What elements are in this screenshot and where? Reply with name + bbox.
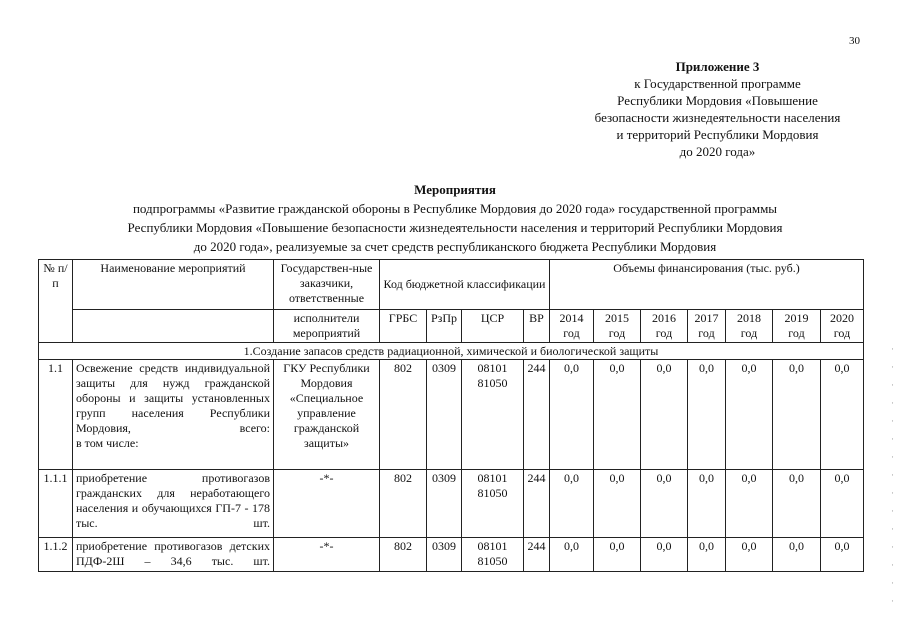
scan-margin-marks: · · · · · · · · · · · · · · · bbox=[891, 344, 894, 606]
row-grbs: 802 bbox=[380, 538, 427, 572]
header-budget-code: Код бюджетной классификации bbox=[380, 260, 550, 310]
header-vr: ВР bbox=[524, 310, 550, 343]
row-name-text: Освежение средств индивидуальной защиты для нужд гражданской обороны и защиты установленных групп населения Республики Мордовия, всего: bbox=[76, 361, 270, 435]
heading-line: подпрограммы «Развитие гражданской обороны в Республике Мордовия до 2020 года» государственной программы bbox=[132, 201, 778, 216]
row-vr: 244 bbox=[524, 360, 550, 470]
row-value-2016: 0,0 bbox=[641, 360, 688, 470]
header-customers: Государствен-ные заказчики, ответственные bbox=[274, 260, 380, 310]
row-value-2017: 0,0 bbox=[688, 470, 726, 538]
row-rzpr: 0309 bbox=[427, 360, 462, 470]
heading-line: до 2020 года», реализуемые за счет средств республиканского бюджета Республики Мордовия bbox=[193, 239, 717, 254]
row-vr: 244 bbox=[524, 538, 550, 572]
row-value-2019: 0,0 bbox=[773, 538, 821, 572]
row-value-2014: 0,0 bbox=[550, 470, 594, 538]
row-value-2015: 0,0 bbox=[594, 538, 641, 572]
row-name-tail: в том числе: bbox=[76, 436, 139, 450]
appendix-line: и территорий Республики Мордовия bbox=[616, 127, 819, 142]
row-value-2014: 0,0 bbox=[550, 360, 594, 470]
row-csr: 08101 81050 bbox=[462, 360, 524, 470]
row-value-2020: 0,0 bbox=[821, 538, 864, 572]
row-value-2020: 0,0 bbox=[821, 470, 864, 538]
row-value-2019: 0,0 bbox=[773, 470, 821, 538]
row-name bbox=[73, 360, 274, 470]
heading-title: Мероприятия bbox=[414, 182, 496, 197]
row-customer: -*- bbox=[274, 538, 380, 572]
row-value-2015: 0,0 bbox=[594, 470, 641, 538]
section-row bbox=[39, 343, 864, 360]
appendix-line: безопасности жизнедеятельности населения bbox=[594, 110, 841, 125]
row-rzpr: 0309 bbox=[427, 470, 462, 538]
header-customers-cont: исполнители мероприятий bbox=[274, 310, 380, 343]
page-number: 30 bbox=[849, 35, 860, 47]
appendix-line: к Государственной программе bbox=[634, 76, 801, 91]
row-value-2016: 0,0 bbox=[641, 538, 688, 572]
row-value-2016: 0,0 bbox=[641, 470, 688, 538]
row-grbs: 802 bbox=[380, 470, 427, 538]
header-num: № п/п bbox=[39, 260, 73, 343]
row-name: приобретение противогазов гражданских для неработающего населения и обучающихся ГП-7 - 178 тыс. шт. bbox=[73, 470, 274, 538]
row-grbs: 802 bbox=[380, 360, 427, 470]
header-year-2020: 2020 год bbox=[821, 310, 864, 343]
row-rzpr: 0309 bbox=[427, 538, 462, 572]
row-value-2020: 0,0 bbox=[821, 360, 864, 470]
row-num: 1.1.2 bbox=[39, 538, 73, 572]
heading-line: Республики Мордовия «Повышение безопасности жизнедеятельности населения и территорий Республики Мордовия bbox=[127, 220, 783, 235]
header-grbs: ГРБС bbox=[380, 310, 427, 343]
header-year-2015: 2015 год bbox=[594, 310, 641, 343]
table-row bbox=[39, 360, 864, 470]
row-value-2014: 0,0 bbox=[550, 538, 594, 572]
row-customer: -*- bbox=[274, 470, 380, 538]
row-customer: ГКУ Республики Мордовия «Специальное управление гражданской защиты» bbox=[274, 360, 380, 470]
header-subrow bbox=[39, 310, 864, 343]
row-name: приобретение противогазов детских ПДФ-2Ш – 34,6 тыс. шт. bbox=[73, 538, 274, 572]
header-row bbox=[39, 260, 864, 310]
document-heading bbox=[60, 180, 850, 256]
appendix-block bbox=[540, 58, 895, 160]
header-funding: Объемы финансирования (тыс. руб.) bbox=[550, 260, 864, 310]
header-year-2014: 2014 год bbox=[550, 310, 594, 343]
section-title: 1.Создание запасов средств радиационной, химической и биологической защиты bbox=[39, 343, 864, 360]
row-value-2019: 0,0 bbox=[773, 360, 821, 470]
header-rzpr: РзПр bbox=[427, 310, 462, 343]
appendix-title: Приложение 3 bbox=[675, 59, 760, 74]
header-year-2019: 2019 год bbox=[773, 310, 821, 343]
header-year-2016: 2016 год bbox=[641, 310, 688, 343]
row-vr: 244 bbox=[524, 470, 550, 538]
row-num: 1.1.1 bbox=[39, 470, 73, 538]
header-year-2017: 2017 год bbox=[688, 310, 726, 343]
row-value-2018: 0,0 bbox=[726, 538, 773, 572]
row-csr: 08101 81050 bbox=[462, 538, 524, 572]
header-year-2018: 2018 год bbox=[726, 310, 773, 343]
appendix-line: Республики Мордовия «Повышение bbox=[617, 93, 818, 108]
row-value-2017: 0,0 bbox=[688, 538, 726, 572]
row-value-2015: 0,0 bbox=[594, 360, 641, 470]
row-value-2018: 0,0 bbox=[726, 470, 773, 538]
header-name-cont bbox=[73, 310, 274, 343]
row-value-2017: 0,0 bbox=[688, 360, 726, 470]
table-row bbox=[39, 470, 864, 538]
row-num: 1.1 bbox=[39, 360, 73, 470]
header-csr: ЦСР bbox=[462, 310, 524, 343]
activities-table bbox=[38, 259, 864, 572]
table-row bbox=[39, 538, 864, 572]
row-value-2018: 0,0 bbox=[726, 360, 773, 470]
header-name: Наименование мероприятий bbox=[73, 260, 274, 310]
appendix-line: до 2020 года» bbox=[679, 144, 756, 159]
row-csr: 08101 81050 bbox=[462, 470, 524, 538]
